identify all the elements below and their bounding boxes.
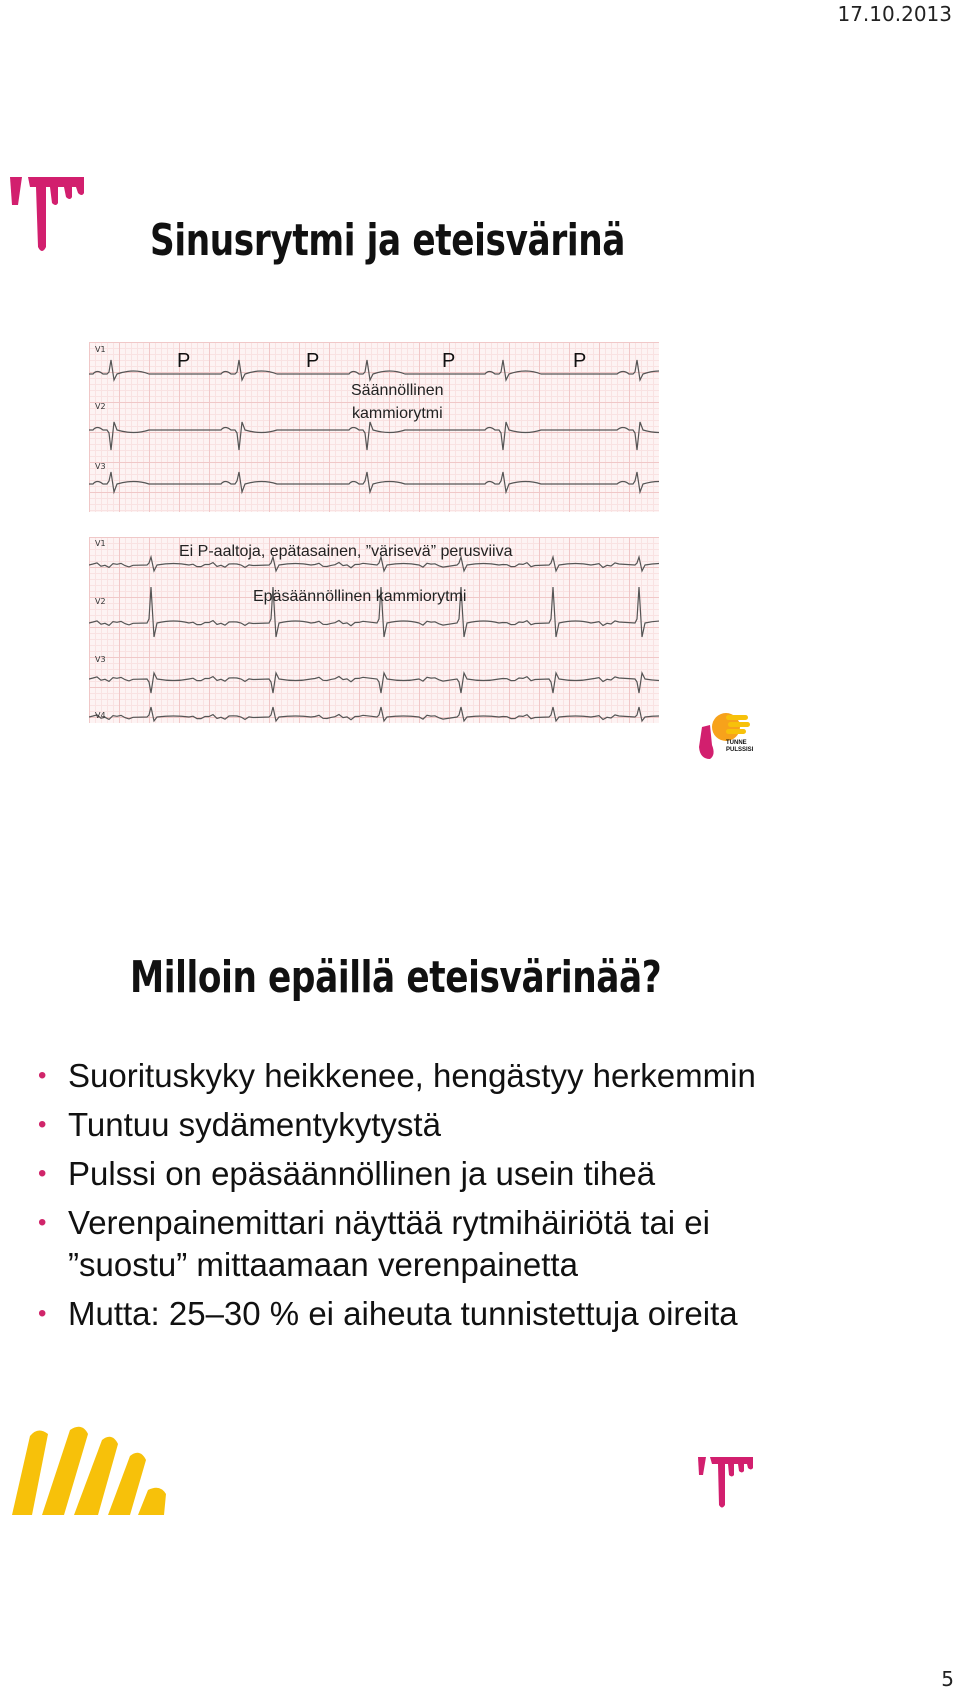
yellow-hand-icon — [8, 1420, 173, 1520]
ecg-lead-trace — [89, 472, 659, 492]
list-item: • Suorituskyky heikkenee, hengästyy herkemmin — [38, 1055, 758, 1097]
ecg-strip-sinus — [89, 342, 659, 512]
ecg-annotation: Ei P-aaltoja, epätasainen, ”värisevä” perusviiva — [179, 543, 513, 560]
lead-label: V3 — [95, 655, 106, 664]
bullet-icon: • — [38, 1300, 47, 1327]
p-wave-label: P — [306, 350, 320, 372]
lead-label: V1 — [95, 345, 106, 354]
p-wave-label: P — [177, 350, 191, 372]
brand-logo-icon — [8, 175, 88, 255]
ecg-lead-trace — [89, 673, 659, 693]
bullet-list — [38, 1055, 758, 1342]
page-number: 5 — [941, 1667, 954, 1691]
campaign-badge — [696, 705, 768, 761]
ecg-lead-trace — [89, 707, 659, 721]
bullet-icon: • — [38, 1160, 47, 1187]
lead-label: V1 — [95, 539, 106, 548]
ecg-trace-af — [89, 537, 659, 723]
slide1-title: Sinusrytmi ja eteisvärinä — [150, 215, 626, 266]
ecg-annotation: Epäsäännöllinen kammiorytmi — [253, 588, 467, 605]
lead-label: V2 — [95, 402, 106, 411]
lead-label: V3 — [95, 462, 106, 471]
bullet-icon: • — [38, 1111, 47, 1138]
p-wave-label: P — [442, 350, 456, 372]
ecg-annotation: Säännöllinen — [351, 382, 444, 399]
list-item: • Pulssi on epäsäännöllinen ja usein tiheä — [38, 1153, 758, 1195]
slide2-title: Milloin epäillä eteisvärinää? — [130, 952, 662, 1003]
ecg-lead-trace — [89, 422, 659, 450]
bullet-icon: • — [38, 1209, 47, 1236]
lead-label: V2 — [95, 597, 106, 606]
list-item: • Tuntuu sydämentykytystä — [38, 1104, 758, 1146]
badge-text: TUNNE PULSSISI — [726, 740, 754, 753]
list-item: • Mutta: 25–30 % ei aiheuta tunnistettuja oireita — [38, 1293, 758, 1335]
date-stamp: 17.10.2013 — [837, 2, 952, 26]
ecg-strip-af — [89, 537, 659, 723]
ecg-annotation: kammiorytmi — [352, 405, 443, 422]
lead-label: V4 — [95, 711, 106, 720]
p-wave-label: P — [573, 350, 587, 372]
list-item: • Verenpainemittari näyttää rytmihäiriötä tai ei ”suostu” mittaamaan verenpainetta — [38, 1204, 710, 1283]
bullet-icon: • — [38, 1062, 47, 1089]
brand-logo-icon — [696, 1455, 756, 1510]
